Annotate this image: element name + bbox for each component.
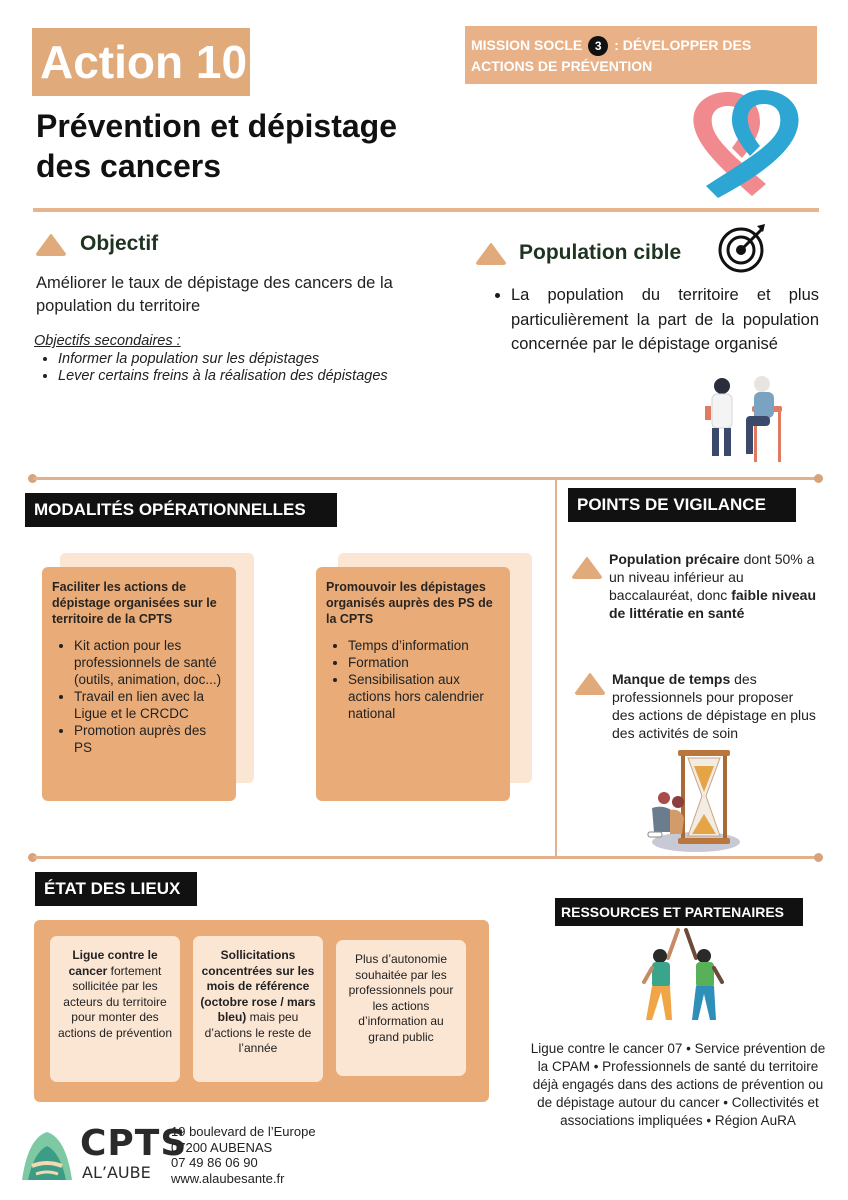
population-item: • La population du territoire et plus particulièrement la part de la population concernée par le dépistage organisé [511,283,819,357]
vigilance-heading: POINTS DE VIGILANCE [568,488,796,522]
divider-dot [814,853,823,862]
logo-cpts: CPTS [80,1123,188,1164]
section-divider [33,856,819,859]
page-title [36,106,476,186]
address-line: 19 boulevard de l’Europe [171,1124,316,1139]
modalite-card [42,567,236,801]
card-item: • Travail en lien avec la Ligue et le CRCDC [74,688,226,722]
triangle-bullet-icon [36,234,66,256]
vigilance-bold: faible niveau de littératie en santé [609,587,817,621]
target-icon [717,222,769,274]
modalite-card [316,567,510,801]
etat-card [50,936,180,1082]
vigilance-text: des professionnels pour proposer des actions de dépistage en plus des activités de soin [612,671,816,741]
triangle-bullet-icon [572,557,602,579]
action-badge: Action 10 [32,28,250,96]
etat-text: Plus d’autonomie souhaitée par les professionnels pour les actions d’information au grand public [348,952,454,1044]
objectifs-secondaires [34,333,414,386]
vigilance-point [612,670,817,742]
etat-bold: Ligue contre le cancer [68,948,158,978]
population-heading: Population cible [519,241,682,264]
card-item: • Kit action pour les professionnels de santé (outils, animation, doc...) [74,637,226,688]
header-divider [33,208,819,212]
divider-dot [814,474,823,483]
mission-label-after: : DÉVELOPPER DES [614,37,752,53]
ressources-heading: RESSOURCES ET PARTENAIRES [555,898,803,926]
hourglass-illustration-icon [640,748,740,854]
etat-heading: ÉTAT DES LIEUX [35,872,197,906]
etat-text: mais peu d’actions le reste de l’année [204,1010,312,1055]
card-title: Promouvoir les dépistages organisés auprès des PS de la CPTS [326,580,493,626]
vigilance-point [609,550,819,622]
title-line-1: Prévention et dépistage [36,108,397,144]
vigilance-bold: Manque de temps [612,671,731,687]
awareness-ribbon-icon [666,88,818,200]
etat-bold: Sollicitations concentrées sur les mois de référence (octobre rose / mars bleu) [200,948,316,1024]
secondary-item: • Lever certains freins à la réalisation des dépistages [58,368,414,386]
secondary-heading: Objectifs secondaires : [34,333,181,349]
objectif-heading: Objectif [80,232,159,255]
vigilance-text: dont 50% a un niveau inférieur au baccalauréat, donc [609,551,815,603]
modalites-heading: MODALITÉS OPÉRATIONNELLES [25,493,337,527]
card-title: Faciliter les actions de dépistage organisées sur le territoire de la CPTS [52,580,217,626]
section-divider [33,477,819,480]
footer-address [171,1124,316,1186]
people-high-five-icon [640,928,726,1032]
ressources-text: Ligue contre le cancer 07 • Service prévention de la CPAM • Professionnels de santé du territoire déjà engagés dans des actions de prévention ou de dépistage autour du cancer • Collectivités et associations impliquées • Région AuRA [530,1041,826,1128]
triangle-bullet-icon [476,243,506,265]
triangle-bullet-icon [575,673,605,695]
card-item: • Promotion auprès des PS [74,722,226,756]
mission-number: 3 [588,36,608,56]
logo-sub: AL’AUBE [82,1163,151,1182]
mission-label-line2: ACTIONS DE PRÉVENTION [471,58,653,74]
mission-label: MISSION SOCLE [471,37,583,53]
card-item: • Sensibilisation aux actions hors calendrier national [348,671,500,722]
etat-text: fortement sollicitée par les acteurs du territoire pour monter des actions de prévention [57,963,173,1040]
population-text [495,283,819,357]
card-item: • Temps d’information [348,637,500,654]
vertical-divider [555,478,557,856]
secondary-item: • Informer la population sur les dépistages [58,351,414,369]
doctor-patient-illustration-icon [700,372,786,464]
phone-number[interactable]: 07 49 86 06 90 [171,1155,258,1170]
mission-banner [465,26,817,84]
mountain-logo-icon [18,1126,76,1184]
website-link[interactable]: www.alaubesante.fr [171,1170,285,1186]
objectif-text: Améliorer le taux de dépistage des cancers de la population du territoire [36,274,393,315]
address-line: 07200 AUBENAS [171,1139,273,1155]
etat-card [193,936,323,1082]
title-line-2: des cancers [36,148,222,184]
card-item: • Formation [348,654,500,671]
etat-card [336,940,466,1076]
vigilance-bold: Population précaire [609,551,740,567]
